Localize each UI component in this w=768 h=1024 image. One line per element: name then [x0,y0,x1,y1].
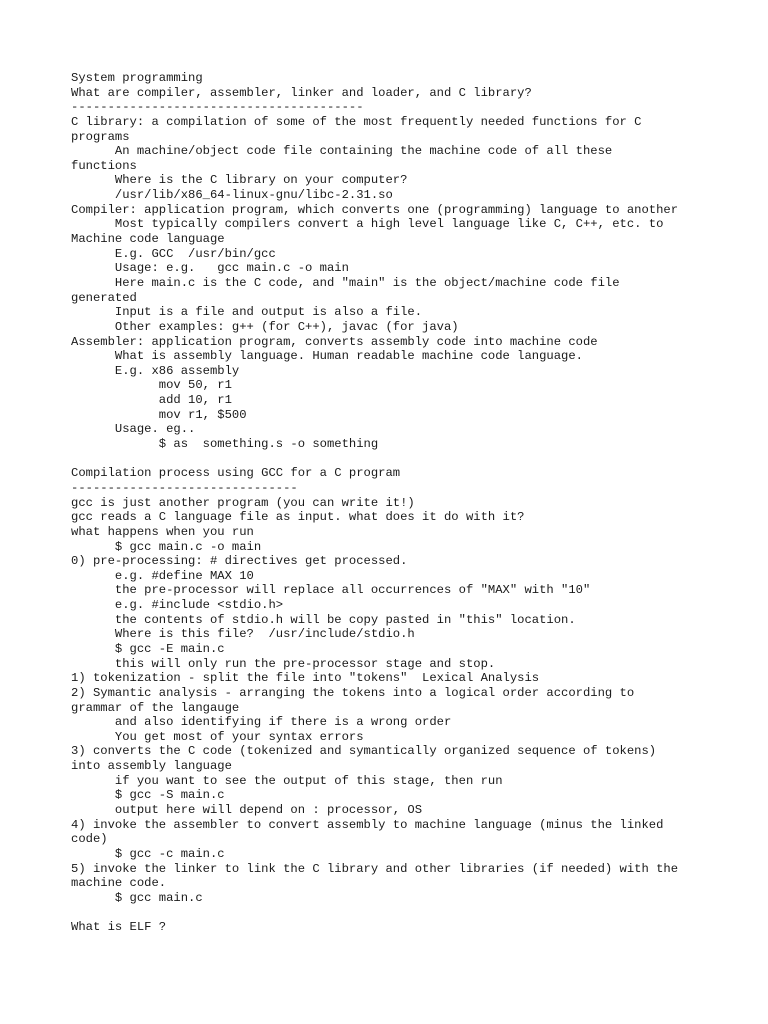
text-line: $ as something.s -o something [71,437,379,452]
text-line: mov 50, r1 [71,378,232,393]
text-line: Where is this file? /usr/include/stdio.h [71,627,415,642]
text-line: gcc reads a C language file as input. what does it do with it? [71,510,525,525]
text-line: You get most of your syntax errors [71,729,364,744]
text-line: What is ELF ? [71,920,167,935]
text-line: System programming [71,71,203,85]
text-line [71,452,711,467]
text-line: C library: a compilation of some of the most frequently needed functions for C [71,114,642,129]
text-line: 5) invoke the linker to link the C library and other libraries (if needed) with the [71,861,679,876]
text-line: Other examples: g++ (for C++), javac (for java) [71,319,459,334]
text-line: 0) pre-processing: # directives get processed. [71,554,408,569]
text-line [71,906,711,921]
text-line: e.g. #include <stdio.h> [71,598,284,613]
text-line: and also identifying if there is a wrong order [71,715,452,730]
text-line: $ gcc -S main.c [71,788,225,803]
text-line: e.g. #define MAX 10 [71,568,254,583]
text-line: output here will depend on : processor, OS [71,803,423,818]
text-line: /usr/lib/x86_64-linux-gnu/libc-2.31.so [71,188,393,203]
text-line: the pre-processor will replace all occurrences of "MAX" with "10" [71,583,591,598]
text-line: programs [71,129,130,144]
text-line: ---------------------------------------- [71,100,364,115]
text-line: Where is the C library on your computer? [71,173,408,188]
text-line: What are compiler, assembler, linker and loader, and C library? [71,85,532,100]
text-line: 2) Symantic analysis - arranging the tokens into a logical order according to [71,685,635,700]
text-line: this will only run the pre-processor stage and stop. [71,656,496,671]
document-page [71,71,711,935]
text-line: $ gcc main.c -o main [71,539,262,554]
text-line: Here main.c is the C code, and "main" is the object/machine code file [71,275,620,290]
text-line: An machine/object code file containing the machine code of all these [71,144,613,159]
text-line: code) [71,832,108,847]
text-line: E.g. GCC /usr/bin/gcc [71,246,276,261]
text-line: if you want to see the output of this stage, then run [71,773,503,788]
text-line: Assembler: application program, converts assembly code into machine code [71,334,598,349]
text-line: 1) tokenization - split the file into "tokens" Lexical Analysis [71,671,540,686]
text-line: machine code. [71,876,167,891]
text-line: 3) converts the C code (tokenized and symantically organized sequence of tokens) [71,744,657,759]
text-line: Most typically compilers convert a high level language like C, C++, etc. to [71,217,664,232]
text-line: E.g. x86 assembly [71,363,240,378]
text-line: generated [71,290,137,305]
text-line: Compilation process using GCC for a C program [71,466,401,481]
text-line: Usage: e.g. gcc main.c -o main [71,261,349,276]
text-line: into assembly language [71,759,232,774]
text-line: What is assembly language. Human readable machine code language. [71,349,583,364]
text-line: Compiler: application program, which converts one (programming) language to another [71,202,679,217]
text-line: functions [71,158,137,173]
text-line: mov r1, $500 [71,407,247,422]
text-line: add 10, r1 [71,393,232,408]
text-line: the contents of stdio.h will be copy pasted in "this" location. [71,612,576,627]
text-line: $ gcc main.c [71,890,203,905]
text-line: $ gcc -c main.c [71,846,225,861]
text-line: Input is a file and output is also a file. [71,305,423,320]
text-line: gcc is just another program (you can write it!) [71,495,415,510]
text-line: Usage. eg.. [71,422,196,437]
text-line: grammar of the langauge [71,700,240,715]
text-line: $ gcc -E main.c [71,641,225,656]
text-line: Machine code language [71,232,225,247]
text-line: 4) invoke the assembler to convert assembly to machine language (minus the linked [71,817,664,832]
text-line: what happens when you run [71,524,254,539]
text-line: ------------------------------- [71,480,298,495]
